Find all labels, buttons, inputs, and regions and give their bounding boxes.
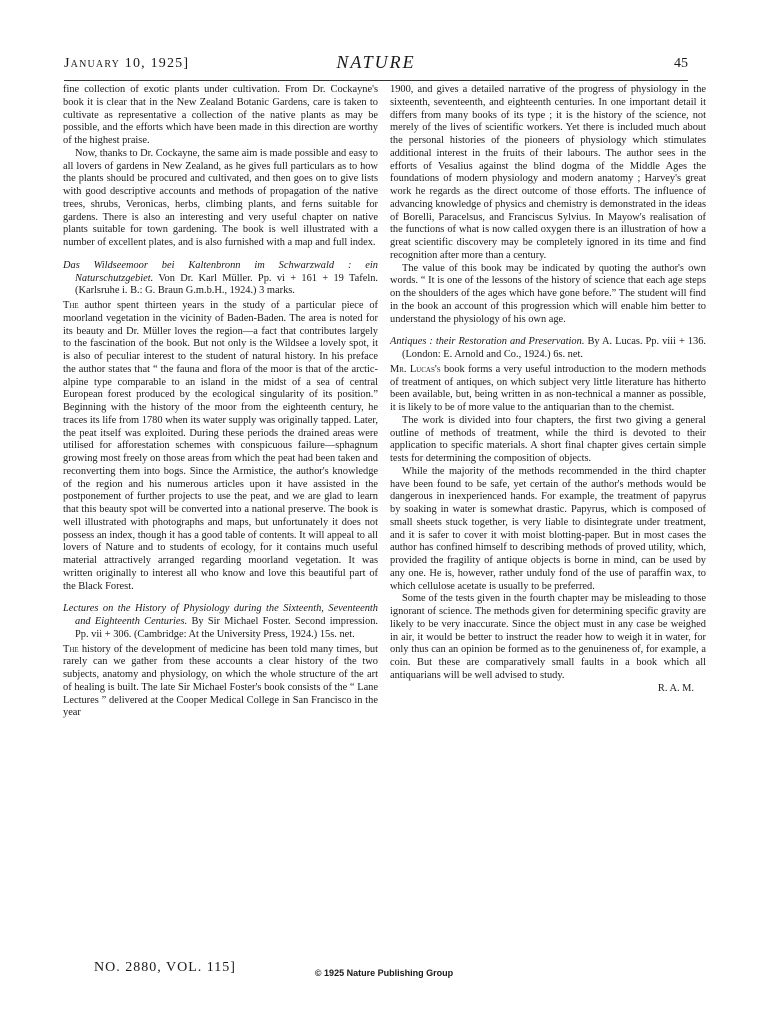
review-book-title: Antiques : their Restoration and Preservation. xyxy=(390,336,585,348)
review-text: book forms a very useful introduction to the modern methods of treatment of antiques, on which subject very little literature has hitherto been available, but, being written in as non-technical a manner as possible, it is likely to be of more value to the antiquarian than to the chemist. xyxy=(390,363,706,413)
review-book-title: Das Wildseemoor bei Kaltenbronn im Schwarzwald : ein Naturschutzgebiet. xyxy=(63,259,378,284)
journal-title: NATURE xyxy=(336,52,416,72)
spacer xyxy=(390,326,706,332)
review-lead: The xyxy=(63,643,79,655)
review-signature: R. A. M. xyxy=(657,682,694,694)
header-rule xyxy=(64,80,688,81)
paragraph: The value of this book may be indicated by quoting the author's own words. “ It is one of the lessons of the history of science that each age steps on the shoulders of the ages which have gone before.” The student will find in the book an account of this progression which will enable him better to understand the physiology of his own age. xyxy=(390,262,706,325)
paragraph: Now, thanks to Dr. Cockayne, the same aim is made possible and easy to all lovers of gardens in New Zealand, as he gives full particulars as to how the plants should be procured and cultivated, and then goes on to give lists with good descriptive accounts and methods of propagation of the native trees, shrubs, Veronicas, herbs, climbing plants, and ferns suitable for gardens. There is also an interesting and very useful chapter on native plants suitable for town gardening. The book is well illustrated with a number of excellent plates, and is also furnished with a map and full index. xyxy=(63,147,378,248)
review-lead: The xyxy=(63,300,79,311)
review-lead: Mr. Lucas's xyxy=(390,363,441,375)
review-heading xyxy=(63,260,378,298)
paragraph: While the majority of the methods recommended in the third chapter have been found to be safe, yet certain of the author's methods would be dangerous in inexperienced hands. For example, the treatment of papyrus by soaking in water is somewhat drastic. Papyrus, which is composed of small sheets stuck together, is very liable to disintegrate under treatment, and it is safer to cover it with moist blotting-paper. But in most cases the author has confined himself to describing methods of proved utility, which, provided the fragility of antique objects is borne in mind, can be used by any one. He is, however, rather unduly fond of the use of paraffin wax, to which cellulose acetate is usually to be preferred. xyxy=(390,465,706,592)
spacer xyxy=(63,250,378,256)
review-book-details: By Sir Michael Foster. Second impression. Pp. vii + 306. (Cambridge: At the University Press, 1924.) 15s. net. xyxy=(75,616,378,640)
paragraph: The work is divided into four chapters, the first two giving a general outline of methods of treatment, while the third is devoted to their application to specific materials. A short final chapter gives certain simple tests for determining the composition of objects. xyxy=(390,414,706,464)
review-heading xyxy=(63,603,378,641)
review-text: author spent thirteen years in the study of a particular piece of moorland vegetation in the vicinity of Baden-Baden. The area is noted for its beauty and Dr. Müller loves the region—a fact that contributes largely to the fascination of the book. But not only is the Wildsee a lovely spot, it is also of peculiar interest to the student of natural history. In his preface the author states that “ the fauna and flora of the moor is that of the arctic-alpine type comparable to an island in the midst of a sea of central European forest produced by the ecological singularity of its position.” Beginning with the history of the moor from the eighteenth century, he traces its life from 1780 when its water supply was originally tapped. Later, the peat itself was exploited. During these periods the drained areas were utilised for afforestation schemes with conspicuous failure—sphagnum growing most freely on those areas from which the peat had been taken and reconverting them into bogs. Since the Armistice, the author's knowledge of the region and his numerous articles upon it have assisted in the postponement of further projects to use the peat, and we are glad to learn that this beauty spot will be converted into a national preserve. The book is well illustrated with photographs and maps, but unfortunately it does not possess an index, though it has a good table of contents. It will appeal to all lovers of Nature and to students of ecology, for it contains much useful material attractively arranged regarding moorland vegetation. It was written originally to interest all who know and love this beautiful part of the Black Forest. xyxy=(63,300,378,592)
paragraph: fine collection of exotic plants under cultivation. From Dr. Cockayne's book it is clear that in the New Zealand Botanic Gardens, care is taken to cultivate as representative a collection of the native plants as may be possible, and the efforts which have been made in this direction are worthy of the highest praise. xyxy=(63,84,378,146)
review-book-details: Von Dr. Karl Müller. Pp. vi + 161 + 19 Tafeln. (Karlsruhe i. B.: G. Braun G.m.b.H., 1924.) 3 marks. xyxy=(75,272,378,297)
review-body xyxy=(390,364,706,415)
header-date: January 10, 1925] xyxy=(64,56,190,71)
issue-volume: NO. 2880, VOL. 115] xyxy=(94,960,236,975)
copyright-notice: © 1925 Nature Publishing Group xyxy=(314,968,454,978)
review-book-details: By A. Lucas. Pp. viii + 136. (London: E. Arnold and Co., 1924.) 6s. net. xyxy=(402,336,706,360)
left-column xyxy=(63,84,378,720)
page-number: 45 xyxy=(674,56,688,71)
right-column xyxy=(390,84,706,695)
page-header xyxy=(64,52,688,78)
review-body xyxy=(63,644,378,721)
review-heading xyxy=(390,336,706,362)
review-text: history of the development of medicine has been told many times, but rarely can we gather from these accounts a clear history of the two subjects, anatomy and physiology, on which the whole structure of the art of healing is built. The late Sir Michael Foster's book consists of the “ Lane Lectures ” delivered at the Cooper Medical College in San Francisco in the year xyxy=(63,643,378,719)
paragraph: Some of the tests given in the fourth chapter may be misleading to those ignorant of science. The methods given for determining specific gravity are likely to be very inaccurate. Since the object must in any case be weighed in air, it would be better to instruct the reader how to weigh it in water, for only thus can an opinion be formed as to the genuineness of, for example, a coin. But these are comparatively small faults in a book which all antiquarians will be well advised to study. xyxy=(390,593,706,681)
review-book-title: Lectures on the History of Physiology during the Sixteenth, Seventeenth and Eighteenth Centuries. xyxy=(63,603,378,627)
review-body xyxy=(63,300,378,593)
spacer xyxy=(63,593,378,599)
paragraph: 1900, and gives a detailed narrative of the progress of physiology in the sixteenth, seventeenth, and eighteenth centuries. In one important detail it differs from many books of its type ; it is the history of the science, not merely of the lives of scientific workers. Yet there is included much about the personal histories of the pioneers of physiology which stimulates additional interest in the fruits of their labours. The author sees in the efforts of Vesalius against the blind dogma of the Middle Ages the foundations of modern physiology and modern anatomy ; Harvey's great work he regards as the direct outcome of those efforts. The influence of advancing knowledge of physics and chemistry is demonstrated in the ideas of Borelli, Paracelsus, and Franciscus Sylvius. In Mayow's realisation of the functions of what is now called oxygen there is an illustration of how a great scientific discovery may be completely ignored in its time and find recognition after more than a century. xyxy=(390,84,706,261)
